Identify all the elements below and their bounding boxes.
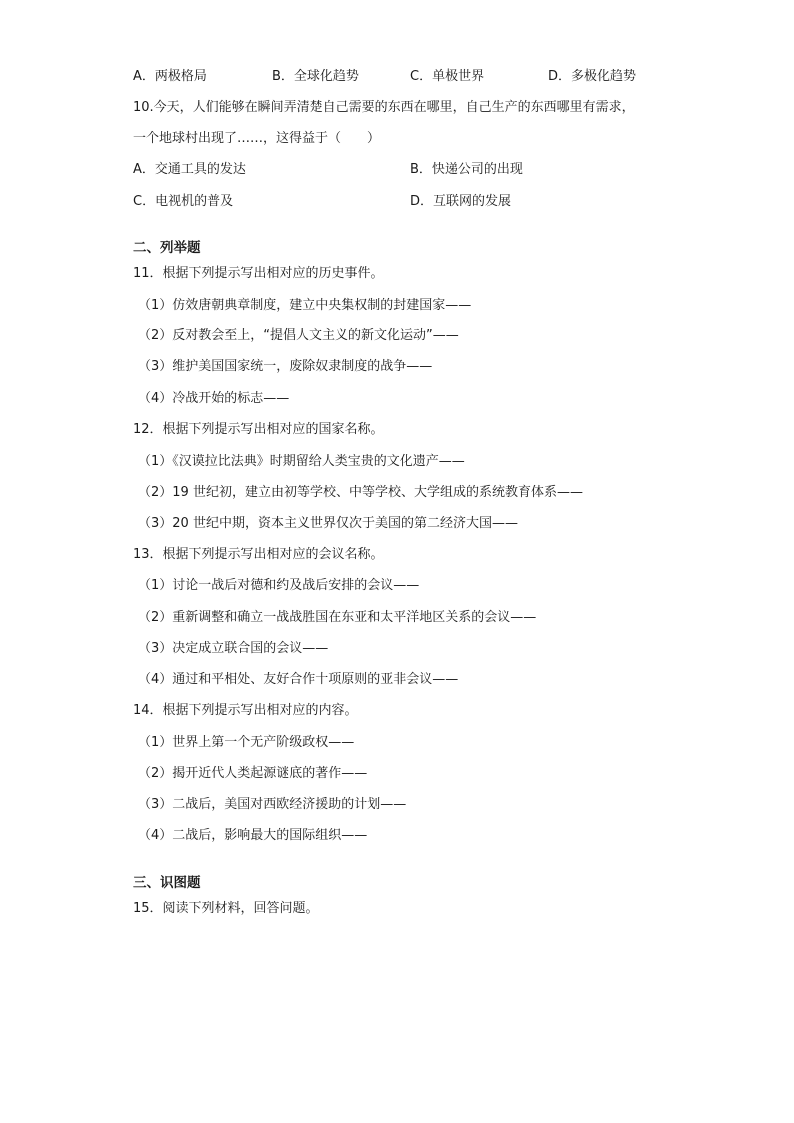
- q10-option-b: B．快递公司的出现: [410, 162, 523, 177]
- q12-item-2: （2）19 世纪初，建立由初等学校、中等学校、大学组成的系统教育体系——: [138, 485, 583, 500]
- q15-stem: 15．阅读下列材料，回答问题。: [133, 901, 319, 916]
- q11-stem: 11．根据下列提示写出相对应的历史事件。: [133, 266, 384, 281]
- q10-option-c: C．电视机的普及: [133, 194, 234, 209]
- section2-title: 二、列举题: [133, 240, 201, 256]
- q10-stem-line1: 10.今天，人们能够在瞬间弄清楚自己需要的东西在哪里，自己生产的东西哪里有需求，: [133, 100, 635, 115]
- q14-stem: 14．根据下列提示写出相对应的内容。: [133, 703, 358, 718]
- q11-item-3: （3）维护美国国家统一，废除奴隶制度的战争——: [138, 359, 433, 374]
- q12-item-3: （3）20 世纪中期，资本主义世界仅次于美国的第二经济大国——: [138, 516, 518, 531]
- q12-item-1: （1）《汉谟拉比法典》时期留给人类宝贵的文化遗产——: [138, 454, 465, 469]
- q10-stem-line2: 一个地球村出现了……，这得益于（ ）: [133, 131, 381, 146]
- q14-item-4: （4）二战后，影响最大的国际组织——: [138, 828, 368, 843]
- q13-item-4: （4）通过和平相处、友好合作十项原则的亚非会议——: [138, 672, 459, 687]
- q13-stem: 13．根据下列提示写出相对应的会议名称。: [133, 547, 384, 562]
- q10-option-a: A．交通工具的发达: [133, 162, 246, 177]
- q11-item-2: （2）反对教会至上，“提倡人文主义的新文化运动”——: [138, 328, 459, 343]
- q9-option-d: D．多极化趋势: [548, 69, 637, 84]
- q13-item-2: （2）重新调整和确立一战战胜国在东亚和太平洋地区关系的会议——: [138, 610, 537, 625]
- q14-item-2: （2）揭开近代人类起源谜底的著作——: [138, 766, 368, 781]
- section3-title: 三、识图题: [133, 875, 201, 891]
- q11-item-4: （4）冷战开始的标志——: [138, 391, 290, 406]
- q10-option-d: D．互联网的发展: [410, 194, 512, 209]
- q9-option-a: A．两极格局: [133, 69, 207, 84]
- q9-option-c: C．单极世界: [410, 69, 485, 84]
- q14-item-3: （3）二战后，美国对西欧经济援助的计划——: [138, 797, 407, 812]
- q14-item-1: （1）世界上第一个无产阶级政权——: [138, 735, 355, 750]
- q13-item-3: （3）决定成立联合国的会议——: [138, 641, 329, 656]
- q11-item-1: （1）仿效唐朝典章制度，建立中央集权制的封建国家——: [138, 298, 472, 313]
- q13-item-1: （1）讨论一战后对德和约及战后安排的会议——: [138, 578, 420, 593]
- q9-option-b: B．全球化趋势: [272, 69, 359, 84]
- q12-stem: 12．根据下列提示写出相对应的国家名称。: [133, 422, 384, 437]
